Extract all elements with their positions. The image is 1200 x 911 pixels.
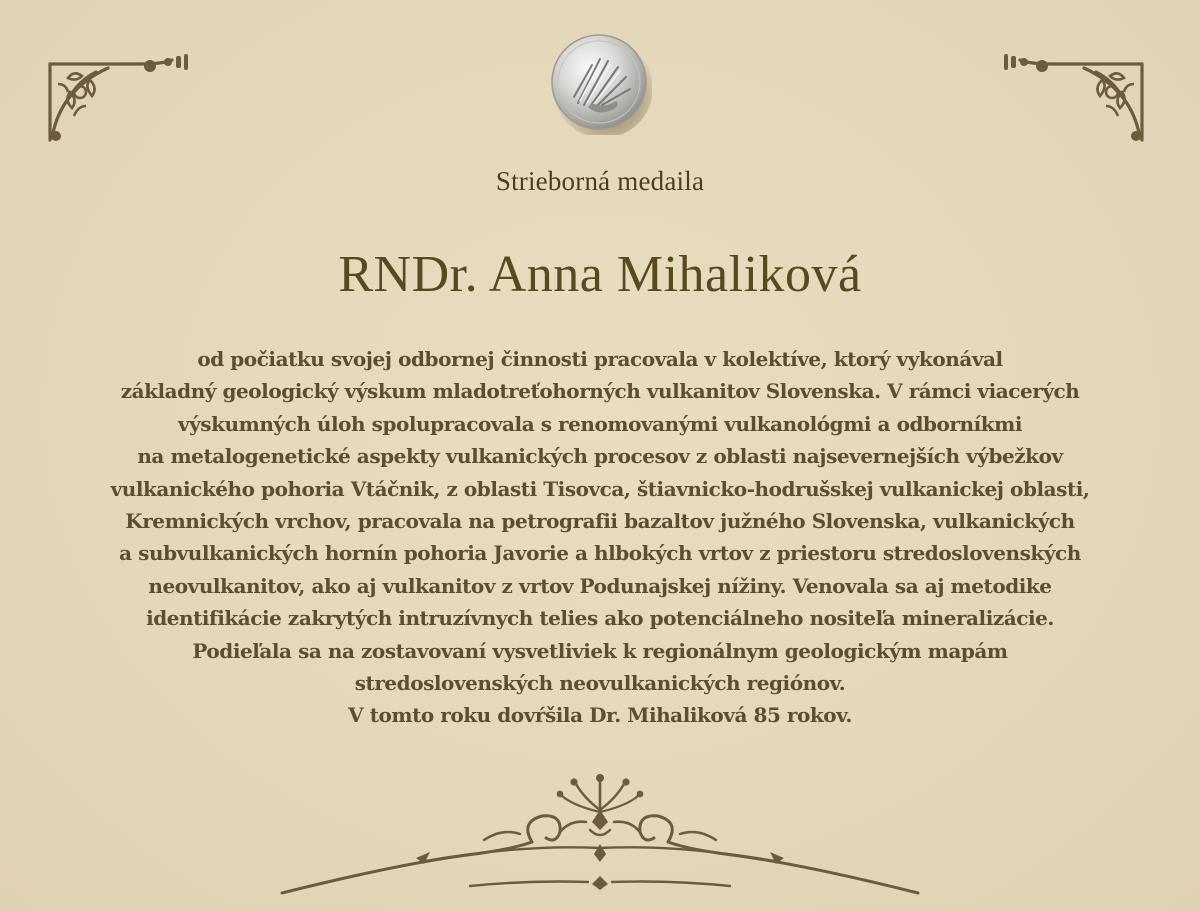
citation-line: V tomto roku dovŕšila Dr. Mihaliková 85 rokov.	[348, 703, 852, 728]
citation-line: výskumných úloh spolupracovala s renomovanými vulkanológmi a odborníkmi	[177, 411, 1023, 436]
citation-line: od počiatku svojej odbornej činnosti pracovala v kolektíve, ktorý vykonával	[197, 347, 1003, 371]
citation-line: základný geologický výskum mladotreťohorných vulkanitov Slovenska. V rámci viacerých	[120, 379, 1080, 404]
citation-line: stredoslovenských neovulkanických regiónov.	[354, 671, 846, 696]
corner-ornament-left-icon	[44, 50, 194, 146]
corner-ornament-right-icon	[998, 50, 1148, 146]
citation-line: na metalogenetické aspekty vulkanických procesov z oblasti najsevernejších výbežkov	[137, 444, 1063, 469]
citation-line: vulkanického pohoria Vtáčnik, z oblasti Tisovca, štiavnicko-hodrušskej vulkanickej oblasti,	[110, 476, 1090, 501]
bottom-flourish-icon	[270, 770, 930, 900]
citation-line: a subvulkanických hornín pohoria Javorie a hlbokých vrtov z priestoru stredoslovenských	[119, 541, 1081, 566]
citation-line: neovulkanitov, ako aj vulkanitov z vrtov Podunajskej nížiny. Venovala sa aj metodike	[148, 573, 1052, 598]
citation-line: Kremnických vrchov, pracovala na petrografii bazaltov južného Slovenska, vulkanických	[125, 509, 1075, 534]
citation-text	[60, 343, 1140, 732]
citation-line: identifikácie zakrytých intruzívnych telies ako potenciálneho nositeľa mineralizácie.	[146, 606, 1054, 631]
silver-medal-icon	[548, 31, 652, 135]
award-title: Strieborná medaila	[495, 166, 705, 196]
citation-line: Podieľala sa na zostavovaní vysvetliviek k regionálnym geologickým mapám	[192, 638, 1008, 663]
recipient-name: RNDr. Anna Mihaliková	[338, 246, 862, 303]
